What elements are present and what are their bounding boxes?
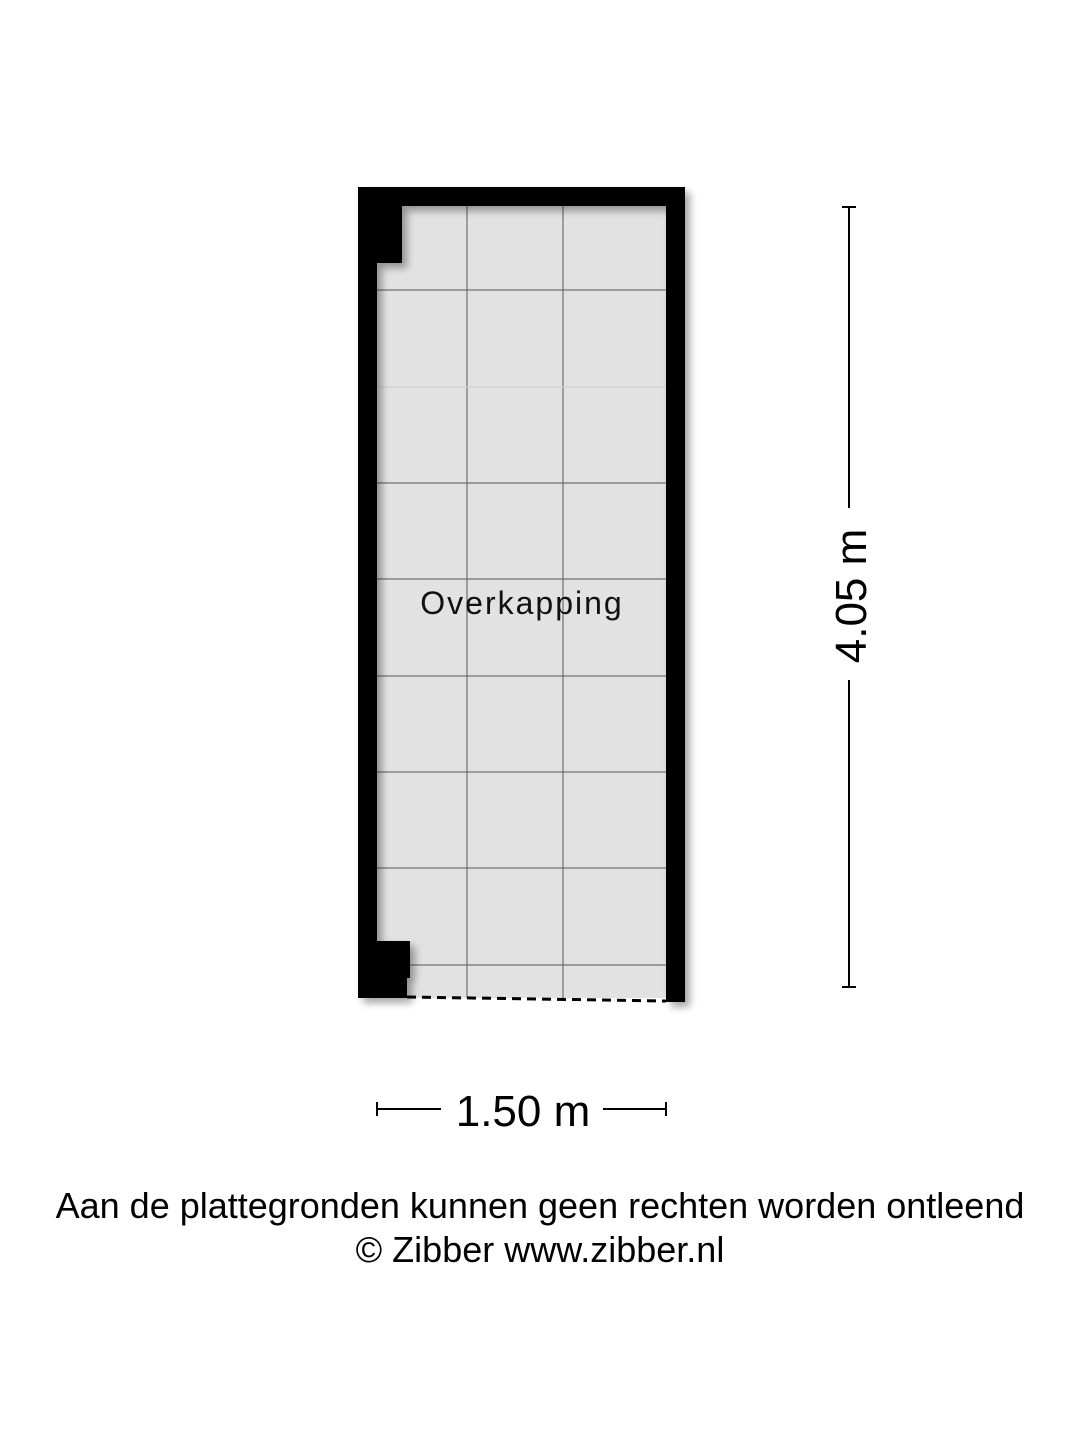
wall-left [358, 187, 377, 998]
column-bottom-left [377, 941, 410, 978]
wall-right [666, 187, 685, 1002]
width-dimension-label: 1.50 m [455, 1087, 591, 1136]
height-dimension-label: 4.05 m [827, 528, 876, 664]
room-label: Overkapping [420, 585, 624, 621]
copyright-text: © Zibber www.zibber.nl [355, 1229, 725, 1270]
wall-top [358, 187, 685, 206]
disclaimer-text: Aan de plattegronden kunnen geen rechten worden ontleend [55, 1185, 1025, 1226]
column-bottom-left-base [377, 978, 407, 998]
column-top-left [377, 206, 402, 263]
